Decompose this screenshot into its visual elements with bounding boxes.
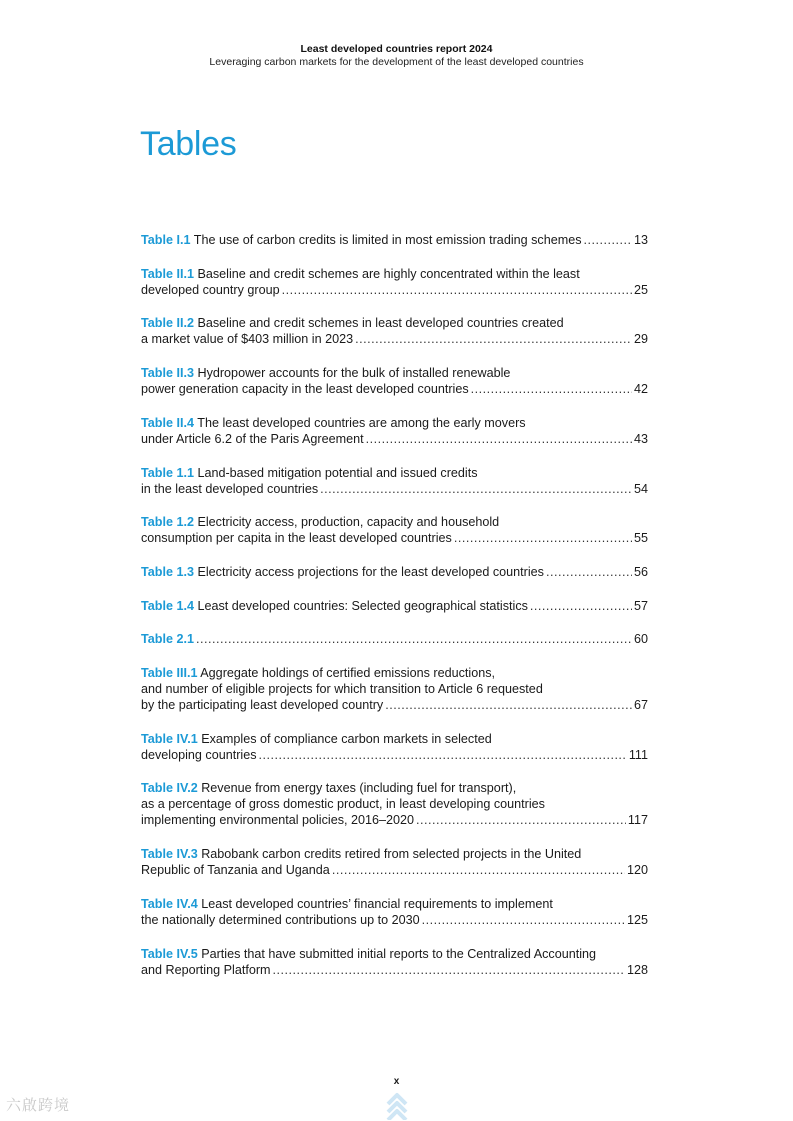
toc-page-number: 120 bbox=[626, 863, 648, 878]
toc-label: Table IV.1 bbox=[141, 732, 198, 746]
toc-entry[interactable] bbox=[141, 564, 648, 580]
toc-entry[interactable] bbox=[141, 315, 648, 347]
toc-page-number: 43 bbox=[633, 432, 648, 447]
dot-leader bbox=[259, 747, 627, 763]
dot-leader bbox=[416, 812, 626, 828]
toc-line bbox=[141, 514, 648, 530]
toc-page-number: 67 bbox=[633, 698, 648, 713]
toc-title-text: Aggregate holdings of certified emissions reductions, bbox=[200, 666, 495, 680]
toc-label: Table II.1 bbox=[141, 267, 194, 281]
toc-label: Table II.3 bbox=[141, 366, 194, 380]
toc-page-number: 111 bbox=[628, 748, 648, 763]
page-title: Tables bbox=[140, 125, 237, 163]
scroll-up-chevron-icon[interactable] bbox=[385, 1090, 409, 1120]
toc-page-number: 128 bbox=[626, 963, 648, 978]
toc-label: Table III.1 bbox=[141, 666, 198, 680]
toc-page-number: 117 bbox=[627, 813, 648, 828]
toc-line bbox=[141, 731, 648, 747]
toc-entry[interactable] bbox=[141, 465, 648, 497]
dot-leader bbox=[366, 431, 632, 447]
toc-title-text: Baseline and credit schemes in least developed countries created bbox=[197, 316, 564, 330]
dot-leader bbox=[320, 481, 632, 497]
toc-page-number: 42 bbox=[633, 382, 648, 397]
dot-leader bbox=[584, 232, 632, 248]
toc-label: Table 1.3 bbox=[141, 565, 194, 579]
dot-leader bbox=[355, 331, 632, 347]
toc-label: Table 1.4 bbox=[141, 599, 194, 613]
toc-entry[interactable] bbox=[141, 266, 648, 298]
dot-leader bbox=[282, 282, 632, 298]
dot-leader bbox=[385, 697, 632, 713]
toc-line bbox=[141, 812, 648, 828]
toc-title-text: and Reporting Platform bbox=[141, 963, 271, 978]
toc-page-number: 29 bbox=[633, 332, 648, 347]
toc-title-text: The use of carbon credits is limited in most emission trading schemes bbox=[193, 233, 582, 247]
report-title: Least developed countries report 2024 bbox=[300, 43, 493, 55]
toc-entry[interactable] bbox=[141, 365, 648, 397]
toc-label: Table IV.4 bbox=[141, 897, 198, 911]
toc-title-text: Electricity access projections for the least developed countries bbox=[197, 565, 544, 579]
toc-title-text: power generation capacity in the least developed countries bbox=[141, 382, 469, 397]
toc-entry[interactable] bbox=[141, 846, 648, 878]
toc-line bbox=[141, 846, 648, 862]
toc-label: Table I.1 bbox=[141, 233, 191, 247]
toc-entry[interactable] bbox=[141, 631, 648, 647]
toc-entry[interactable] bbox=[141, 780, 648, 829]
toc-line bbox=[141, 530, 648, 546]
toc-line bbox=[141, 232, 648, 248]
toc-line bbox=[141, 331, 648, 347]
toc-title-text: as a percentage of gross domestic product, in least developing countries bbox=[141, 797, 545, 812]
toc-line bbox=[141, 796, 648, 812]
toc-entry[interactable] bbox=[141, 896, 648, 928]
toc-line bbox=[141, 365, 648, 381]
toc-page-number: 54 bbox=[633, 482, 648, 497]
toc-page-number: 60 bbox=[633, 632, 648, 646]
toc-title-text: Land-based mitigation potential and issued credits bbox=[197, 466, 478, 480]
toc-title-text: Baseline and credit schemes are highly concentrated within the least bbox=[197, 267, 580, 281]
toc-line bbox=[141, 946, 648, 962]
dot-leader bbox=[273, 962, 625, 978]
toc-label: Table 1.1 bbox=[141, 466, 194, 480]
dot-leader bbox=[196, 631, 632, 647]
toc-page-number: 125 bbox=[626, 913, 648, 928]
toc-title-text: Least developed countries’ financial requirements to implement bbox=[201, 897, 553, 911]
toc-line bbox=[141, 465, 648, 481]
toc-label: Table IV.5 bbox=[141, 947, 198, 961]
toc-line bbox=[141, 681, 648, 697]
toc-line bbox=[141, 962, 648, 978]
toc-label: Table 2.1 bbox=[141, 632, 194, 646]
dot-leader bbox=[530, 598, 632, 614]
toc-line bbox=[141, 631, 648, 647]
toc-line bbox=[141, 747, 648, 763]
toc-title-text: Examples of compliance carbon markets in selected bbox=[201, 732, 492, 746]
toc-line bbox=[141, 665, 648, 681]
toc-title-text: under Article 6.2 of the Paris Agreement bbox=[141, 432, 364, 447]
toc-entry[interactable] bbox=[141, 514, 648, 546]
toc-line bbox=[141, 415, 648, 431]
dot-leader bbox=[546, 564, 632, 580]
toc-line bbox=[141, 315, 648, 331]
toc-title-text: and number of eligible projects for which transition to Article 6 requested bbox=[141, 682, 543, 697]
page-number: x bbox=[393, 1076, 400, 1087]
toc-line bbox=[141, 564, 648, 580]
toc-title-text: developing countries bbox=[141, 748, 257, 763]
toc-entry[interactable] bbox=[141, 415, 648, 447]
dot-leader bbox=[422, 912, 625, 928]
toc-line bbox=[141, 862, 648, 878]
toc-entry[interactable] bbox=[141, 946, 648, 978]
toc-title-text: Electricity access, production, capacity and household bbox=[197, 515, 500, 529]
toc-line bbox=[141, 912, 648, 928]
dot-leader bbox=[471, 381, 632, 397]
toc-line bbox=[141, 266, 648, 282]
toc-title-text: The least developed countries are among the early movers bbox=[197, 416, 526, 430]
toc-title-text: consumption per capita in the least developed countries bbox=[141, 531, 452, 546]
toc-title-text: a market value of $403 million in 2023 bbox=[141, 332, 354, 347]
toc-line bbox=[141, 381, 648, 397]
toc-line bbox=[141, 431, 648, 447]
toc-entry[interactable] bbox=[141, 232, 648, 248]
toc-page-number: 57 bbox=[633, 599, 648, 613]
toc-line bbox=[141, 598, 648, 614]
toc-title-text: Hydropower accounts for the bulk of installed renewable bbox=[197, 366, 511, 380]
toc-title-text: in the least developed countries bbox=[141, 482, 319, 497]
toc-title-text: the nationally determined contributions up to 2030 bbox=[141, 913, 420, 928]
toc-title-text: developed country group bbox=[141, 283, 280, 298]
toc-label: Table II.4 bbox=[141, 416, 194, 430]
toc-page-number: 56 bbox=[633, 565, 648, 579]
toc-title-text: Revenue from energy taxes (including fuel for transport), bbox=[201, 781, 517, 795]
toc-label: Table 1.2 bbox=[141, 515, 194, 529]
toc-label: Table II.2 bbox=[141, 316, 194, 330]
toc-page-number: 13 bbox=[633, 233, 648, 247]
running-header bbox=[0, 43, 793, 69]
toc-title-text: Parties that have submitted initial reports to the Centralized Accounting bbox=[201, 947, 597, 961]
toc-label: Table IV.2 bbox=[141, 781, 198, 795]
toc-entry[interactable] bbox=[141, 731, 648, 763]
toc-line bbox=[141, 697, 648, 713]
toc-line bbox=[141, 780, 648, 796]
toc-page-number: 55 bbox=[633, 531, 648, 546]
toc-line bbox=[141, 481, 648, 497]
toc-title-text: Least developed countries: Selected geographical statistics bbox=[197, 599, 528, 613]
watermark-text: 六啟跨境 bbox=[6, 1097, 71, 1114]
toc-title-text: Rabobank carbon credits retired from selected projects in the United bbox=[201, 847, 582, 861]
watermark-logo bbox=[6, 1094, 70, 1115]
toc-entry[interactable] bbox=[141, 598, 648, 614]
toc-title-text: Republic of Tanzania and Uganda bbox=[141, 863, 330, 878]
dot-leader bbox=[332, 862, 625, 878]
toc-label: Table IV.3 bbox=[141, 847, 198, 861]
toc-line bbox=[141, 896, 648, 912]
toc-title-text: implementing environmental policies, 2016–2020 bbox=[141, 813, 415, 828]
toc-line bbox=[141, 282, 648, 298]
toc-title-text: by the participating least developed country bbox=[141, 698, 384, 713]
toc-entry[interactable] bbox=[141, 665, 648, 714]
report-subtitle: Leveraging carbon markets for the development of the least developed countries bbox=[209, 56, 584, 68]
dot-leader bbox=[454, 530, 632, 546]
toc-page-number: 25 bbox=[633, 283, 648, 298]
